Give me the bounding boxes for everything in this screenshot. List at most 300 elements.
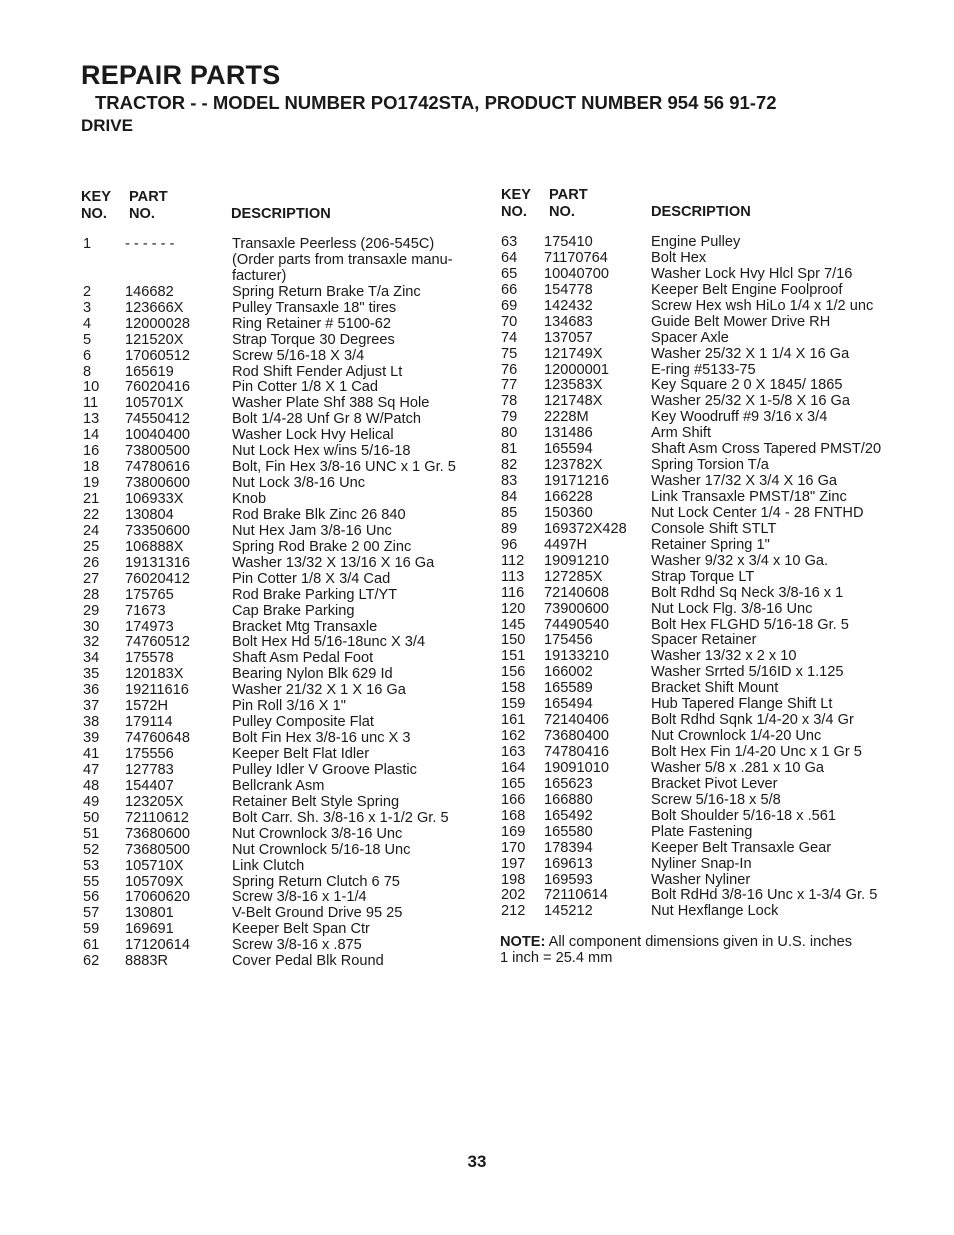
table-row <box>81 588 481 604</box>
part-description: Transaxle Peerless (206-545C) <box>232 236 435 252</box>
key-no: 37 <box>83 698 100 715</box>
key-header-line2: NO. <box>81 206 107 222</box>
part-description: Nut Lock Hex w/ins 5/16-18 <box>232 443 411 460</box>
part-no: 120183X <box>125 666 184 683</box>
table-row <box>81 253 481 269</box>
table-row <box>81 508 481 524</box>
part-description: Washer Srrted 5/16ID x 1.125 <box>651 664 844 681</box>
part-header-line1: PART <box>549 187 588 203</box>
part-description: Rod Shift Fender Adjust Lt <box>232 363 403 380</box>
part-description: Keeper Belt Engine Foolproof <box>651 281 843 298</box>
dimension-note <box>500 934 852 966</box>
part-description: Bolt Rdhd Sq Neck 3/8-16 x 1 <box>651 584 844 601</box>
part-description: Pulley Idler V Groove Plastic <box>232 761 417 778</box>
table-row <box>500 538 920 554</box>
key-no: 62 <box>83 953 100 970</box>
part-description: Bracket Pivot Lever <box>651 775 778 792</box>
part-no: 19133210 <box>544 648 609 665</box>
part-no: 4497H <box>544 536 588 553</box>
key-no: 150 <box>501 632 526 649</box>
part-no: 71673 <box>125 602 166 619</box>
part-no: 105701X <box>125 395 184 412</box>
part-no: 72110612 <box>125 809 189 826</box>
table-row <box>81 444 481 460</box>
table-row <box>81 572 481 588</box>
table-row <box>500 793 920 809</box>
part-description: Plate Fastening <box>651 823 753 840</box>
note-label: NOTE: <box>500 934 546 950</box>
key-no: 83 <box>501 473 518 490</box>
table-row <box>81 476 481 492</box>
part-description: Link Clutch <box>232 857 305 874</box>
table-row <box>81 875 481 891</box>
table-row <box>81 795 481 811</box>
key-no: 10 <box>83 379 100 396</box>
table-row <box>81 269 481 285</box>
table-row <box>500 235 920 251</box>
key-no: 19 <box>83 475 100 492</box>
key-no: 38 <box>83 714 100 731</box>
key-header-line1: KEY <box>501 187 532 203</box>
part-description: Screw Hex wsh HiLo 1/4 x 1/2 unc <box>651 297 874 314</box>
part-no: 73350600 <box>125 522 190 539</box>
table-row <box>81 237 481 253</box>
table-row <box>81 604 481 620</box>
key-no: 65 <box>501 265 518 282</box>
key-no: 30 <box>83 618 100 635</box>
table-row <box>500 347 920 363</box>
part-no: 123666X <box>125 299 184 316</box>
part-description: Bellcrank Asm <box>232 777 325 794</box>
part-no: 17060620 <box>125 889 190 906</box>
key-header-line1: KEY <box>81 189 112 205</box>
key-no: 56 <box>83 889 100 906</box>
key-no: 26 <box>83 554 100 571</box>
part-description: Bracket Mtg Transaxle <box>232 618 378 635</box>
table-row <box>500 331 920 347</box>
part-description: Screw 3/8-16 x 1-1/4 <box>232 889 367 906</box>
table-row <box>500 681 920 697</box>
key-no: 80 <box>501 425 518 442</box>
key-no: 162 <box>501 728 526 745</box>
table-row <box>500 904 920 920</box>
key-no: 169 <box>501 823 526 840</box>
part-description: Strap Torque LT <box>651 568 755 585</box>
table-row <box>500 586 920 602</box>
key-no: 75 <box>501 345 518 362</box>
key-no: 18 <box>83 459 100 476</box>
key-no: 156 <box>501 664 526 681</box>
key-no: 166 <box>501 791 526 808</box>
part-description: Shaft Asm Pedal Foot <box>232 650 374 667</box>
part-description: Washer Lock Hvy Hlcl Spr 7/16 <box>651 265 853 282</box>
key-no: 13 <box>83 411 100 428</box>
part-no: 131486 <box>544 425 593 442</box>
table-row <box>500 410 920 426</box>
part-description: Bolt Hex Hd 5/16-18unc X 3/4 <box>232 634 426 651</box>
key-no: 24 <box>83 522 100 539</box>
part-description: Shaft Asm Cross Tapered PMST/20 <box>651 441 882 458</box>
table-row <box>81 460 481 476</box>
part-description: Pin Roll 3/16 X 1" <box>232 698 346 715</box>
key-no: 74 <box>501 329 518 346</box>
table-row <box>500 649 920 665</box>
part-no: 142432 <box>544 297 593 314</box>
key-no: 41 <box>83 746 100 762</box>
key-no: 120 <box>501 600 526 617</box>
part-no: 76020412 <box>125 570 190 587</box>
part-description: Retainer Spring 1" <box>651 536 770 553</box>
table-row <box>500 474 920 490</box>
section-title: DRIVE <box>81 116 133 135</box>
part-no: 73900600 <box>544 600 609 617</box>
key-no: 50 <box>83 809 100 826</box>
key-no: 34 <box>83 650 100 667</box>
part-description: Link Transaxle PMST/18" Zinc <box>651 489 847 505</box>
part-no: 165623 <box>544 775 593 792</box>
key-no: 2 <box>83 283 92 300</box>
part-no: 169691 <box>125 921 174 938</box>
key-no: 55 <box>83 873 100 890</box>
note-conversion: 1 inch = 25.4 mm <box>500 950 613 966</box>
part-description: Retainer Belt Style Spring <box>232 793 400 810</box>
part-no: 169593 <box>544 871 593 888</box>
key-no: 96 <box>501 536 518 553</box>
key-no: 165 <box>501 775 526 792</box>
table-row <box>500 633 920 649</box>
part-no: 121749X <box>544 345 603 362</box>
table-row <box>81 763 481 779</box>
table-row <box>500 267 920 283</box>
part-description: Bolt RdHd 3/8-16 Unc x 1-3/4 Gr. 5 <box>651 887 878 904</box>
part-description: Spring Torsion T/a <box>651 457 769 474</box>
part-description: Washer 5/8 x .281 x 10 Ga <box>651 759 825 776</box>
part-description: Keeper Belt Transaxle Gear <box>651 839 832 856</box>
note-text: All component dimensions given in U.S. inches <box>545 934 853 950</box>
part-no: 165594 <box>544 441 593 458</box>
key-no: 48 <box>83 777 100 794</box>
part-description: (Order parts from transaxle manu- <box>232 251 453 268</box>
part-no: 19211616 <box>125 682 189 699</box>
part-description: Engine Pulley <box>651 234 741 250</box>
part-no: 105709X <box>125 873 184 890</box>
key-no: 53 <box>83 857 100 874</box>
part-description: Washer 13/32 x 2 x 10 <box>651 648 797 665</box>
part-description: Bolt Fin Hex 3/8-16 unc X 3 <box>232 730 411 747</box>
part-description: Washer 9/32 x 3/4 x 10 Ga. <box>651 552 829 569</box>
part-no: 106933X <box>125 491 184 507</box>
part-description: Nut Hex Jam 3/8-16 Unc <box>232 522 392 539</box>
part-description: Bolt Hex FLGHD 5/16-18 Gr. 5 <box>651 616 849 633</box>
part-no: 169372X428 <box>544 520 627 537</box>
part-description: Arm Shift <box>651 425 712 442</box>
part-description: Keeper Belt Span Ctr <box>232 921 370 938</box>
key-no: 78 <box>501 393 518 410</box>
key-no: 4 <box>83 315 92 332</box>
part-no: 123782X <box>544 457 603 474</box>
part-no: 123583X <box>544 377 603 394</box>
table-row <box>81 843 481 859</box>
part-no: 17060512 <box>125 347 190 364</box>
part-no: 134683 <box>544 313 593 330</box>
table-row <box>81 333 481 349</box>
key-no: 57 <box>83 905 100 922</box>
part-description: Bolt Hex <box>651 249 707 266</box>
part-no: 178394 <box>544 839 593 856</box>
key-no: 145 <box>501 616 526 633</box>
part-no: 165492 <box>544 807 593 824</box>
part-no: 165494 <box>544 696 593 713</box>
table-row <box>500 729 920 745</box>
part-no: 105710X <box>125 857 184 874</box>
part-description: Nut Lock Flg. 3/8-16 Unc <box>651 600 813 617</box>
part-description: Washer 25/32 X 1 1/4 X 16 Ga <box>651 345 850 362</box>
part-no: 123205X <box>125 793 184 810</box>
table-row <box>81 699 481 715</box>
part-no: 175765 <box>125 586 174 603</box>
part-description: Keeper Belt Flat Idler <box>232 746 370 762</box>
part-description: Washer 13/32 X 13/16 X 16 Ga <box>232 554 435 571</box>
table-row <box>500 873 920 889</box>
table-row <box>81 556 481 572</box>
key-no: 163 <box>501 744 526 760</box>
table-header <box>81 189 481 237</box>
key-no: 6 <box>83 347 92 364</box>
key-no: 49 <box>83 793 100 810</box>
key-no: 3 <box>83 299 92 316</box>
table-row <box>81 380 481 396</box>
part-no: 174973 <box>125 618 174 635</box>
part-description: Bolt Rdhd Sqnk 1/4-20 x 3/4 Gr <box>651 712 854 729</box>
part-description: Bolt Shoulder 5/16-18 x .561 <box>651 807 836 824</box>
part-description: Bolt Hex Fin 1/4-20 Unc x 1 Gr 5 <box>651 744 862 760</box>
part-description: Nut Lock Center 1/4 - 28 FNTHD <box>651 504 864 521</box>
table-row <box>81 954 481 970</box>
table-row <box>81 938 481 954</box>
part-no: 130801 <box>125 905 174 922</box>
key-no: 39 <box>83 730 100 747</box>
part-no: 72140406 <box>544 712 609 729</box>
key-no: 116 <box>501 584 525 601</box>
table-row <box>500 618 920 634</box>
part-description: Hub Tapered Flange Shift Lt <box>651 696 833 713</box>
table-row <box>500 602 920 618</box>
key-no: 51 <box>83 825 100 842</box>
parts-table-right <box>500 187 920 920</box>
table-row <box>81 285 481 301</box>
part-no: 72110614 <box>544 887 608 904</box>
part-no: 74780416 <box>544 744 609 760</box>
part-no: 10040700 <box>544 265 609 282</box>
part-no: 19171216 <box>544 473 609 490</box>
table-row <box>81 349 481 365</box>
part-description: Pin Cotter 1/8 X 1 Cad <box>232 379 379 396</box>
table-row <box>81 428 481 444</box>
part-description: Pulley Transaxle 18" tires <box>232 299 397 316</box>
part-description: Washer 25/32 X 1-5/8 X 16 Ga <box>651 393 851 410</box>
table-row <box>81 922 481 938</box>
part-description: Spacer Retainer <box>651 632 757 649</box>
key-no: 161 <box>501 712 526 729</box>
part-no: 8883R <box>125 953 169 970</box>
table-row <box>500 841 920 857</box>
key-no: 197 <box>501 855 526 872</box>
part-no: 73680400 <box>544 728 609 745</box>
key-no: 113 <box>501 568 525 585</box>
part-no: 130804 <box>125 506 174 523</box>
table-row <box>81 540 481 556</box>
key-no: 168 <box>501 807 526 824</box>
table-row <box>81 906 481 922</box>
key-header-line2: NO. <box>501 204 527 220</box>
key-no: 8 <box>83 363 92 380</box>
part-no: 165589 <box>544 680 593 697</box>
table-row <box>81 301 481 317</box>
table-row <box>500 777 920 793</box>
part-description: Key Woodruff #9 3/16 x 3/4 <box>651 409 828 426</box>
part-no: 137057 <box>544 329 593 346</box>
part-no: 154778 <box>544 281 593 298</box>
page-number: 33 <box>467 1152 487 1171</box>
part-description: Pin Cotter 1/8 X 3/4 Cad <box>232 570 391 587</box>
part-no: 175556 <box>125 746 174 762</box>
table-row <box>81 747 481 763</box>
part-description: Rod Brake Parking LT/YT <box>232 586 398 603</box>
key-no: 89 <box>501 520 518 537</box>
key-no: 202 <box>501 887 526 904</box>
table-row <box>81 620 481 636</box>
table-row <box>500 363 920 379</box>
key-no: 112 <box>501 552 525 569</box>
table-row <box>81 890 481 906</box>
part-description: Nut Lock 3/8-16 Unc <box>232 475 366 492</box>
table-row <box>500 299 920 315</box>
key-no: 14 <box>83 427 100 444</box>
key-no: 84 <box>501 489 518 505</box>
key-no: 5 <box>83 331 92 348</box>
key-no: 69 <box>501 297 518 314</box>
part-description: Bolt, Fin Hex 3/8-16 UNC x 1 Gr. 5 <box>232 459 456 476</box>
part-no: 12000001 <box>544 361 609 378</box>
part-no: - - - - - - <box>125 236 175 252</box>
key-no: 22 <box>83 506 100 523</box>
part-no: 2228M <box>544 409 589 426</box>
table-row <box>81 635 481 651</box>
part-no: 127783 <box>125 761 174 778</box>
part-description: Key Square 2 0 X 1845/ 1865 <box>651 377 843 394</box>
part-description: Pulley Composite Flat <box>232 714 374 731</box>
table-row <box>500 857 920 873</box>
part-no: 74760512 <box>125 634 190 651</box>
key-no: 47 <box>83 761 100 778</box>
part-no: 179114 <box>125 714 173 731</box>
part-description: Washer Plate Shf 388 Sq Hole <box>232 395 430 412</box>
page-subtitle: TRACTOR - - MODEL NUMBER PO1742STA, PRODUCT NUMBER 954 56 91-72 <box>95 92 777 113</box>
key-no: 16 <box>83 443 100 460</box>
key-no: 66 <box>501 281 518 298</box>
page-title: REPAIR PARTS <box>81 60 281 90</box>
key-no: 64 <box>501 249 518 266</box>
key-no: 25 <box>83 538 100 555</box>
part-no: 73800600 <box>125 475 190 492</box>
key-no: 159 <box>501 696 526 713</box>
part-description: Rod Brake Blk Zinc 26 840 <box>232 506 406 523</box>
part-description: Ring Retainer # 5100-62 <box>232 315 392 332</box>
part-description: Bolt Carr. Sh. 3/8-16 x 1-1/2 Gr. 5 <box>232 809 449 826</box>
key-no: 158 <box>501 680 526 697</box>
part-no: 145212 <box>544 903 593 920</box>
part-no: 121748X <box>544 393 603 410</box>
table-row <box>500 426 920 442</box>
table-row <box>500 809 920 825</box>
table-row <box>81 859 481 875</box>
key-no: 82 <box>501 457 518 474</box>
table-row <box>81 779 481 795</box>
table-row <box>500 251 920 267</box>
part-header-line2: NO. <box>549 204 575 220</box>
part-description: Guide Belt Mower Drive RH <box>651 313 831 330</box>
part-no: 165619 <box>125 363 174 380</box>
part-description: Washer Nyliner <box>651 871 751 888</box>
part-no: 166880 <box>544 791 593 808</box>
part-description: Screw 5/16-18 X 3/4 <box>232 347 365 364</box>
table-row <box>81 492 481 508</box>
table-row <box>81 667 481 683</box>
table-row <box>500 665 920 681</box>
table-row <box>81 396 481 412</box>
description-header: DESCRIPTION <box>651 204 751 220</box>
table-row <box>81 827 481 843</box>
parts-list-left <box>81 237 481 970</box>
part-no: 121520X <box>125 331 184 348</box>
part-no: 76020416 <box>125 379 190 396</box>
part-description: Cap Brake Parking <box>232 602 355 619</box>
table-row <box>500 570 920 586</box>
part-no: 74490540 <box>544 616 609 633</box>
part-description: Nut Crownlock 3/8-16 Unc <box>232 825 403 842</box>
table-row <box>81 731 481 747</box>
key-no: 151 <box>501 648 526 665</box>
key-no: 170 <box>501 839 526 856</box>
key-no: 61 <box>83 937 100 954</box>
table-row <box>81 365 481 381</box>
part-no: 12000028 <box>125 315 190 332</box>
table-row <box>500 888 920 904</box>
table-row <box>500 490 920 506</box>
part-no: 127285X <box>544 568 603 585</box>
key-no: 212 <box>501 903 526 920</box>
part-description: facturer) <box>232 267 287 284</box>
table-row <box>500 522 920 538</box>
part-no: 166228 <box>544 489 593 505</box>
table-header <box>500 187 920 235</box>
part-description: Nut Crownlock 1/4-20 Unc <box>651 728 822 745</box>
part-description: V-Belt Ground Drive 95 25 <box>232 905 403 922</box>
key-no: 70 <box>501 313 518 330</box>
table-row <box>81 651 481 667</box>
part-description: Washer Lock Hvy Helical <box>232 427 394 444</box>
table-row <box>500 283 920 299</box>
table-row <box>500 713 920 729</box>
key-no: 52 <box>83 841 100 858</box>
part-description: Bolt 1/4-28 Unf Gr 8 W/Patch <box>232 411 421 428</box>
key-no: 1 <box>83 236 92 252</box>
part-description: Cover Pedal Blk Round <box>232 953 384 970</box>
part-no: 19091210 <box>544 552 609 569</box>
part-no: 19131316 <box>125 554 190 571</box>
key-no: 27 <box>83 570 100 587</box>
key-no: 198 <box>501 871 526 888</box>
